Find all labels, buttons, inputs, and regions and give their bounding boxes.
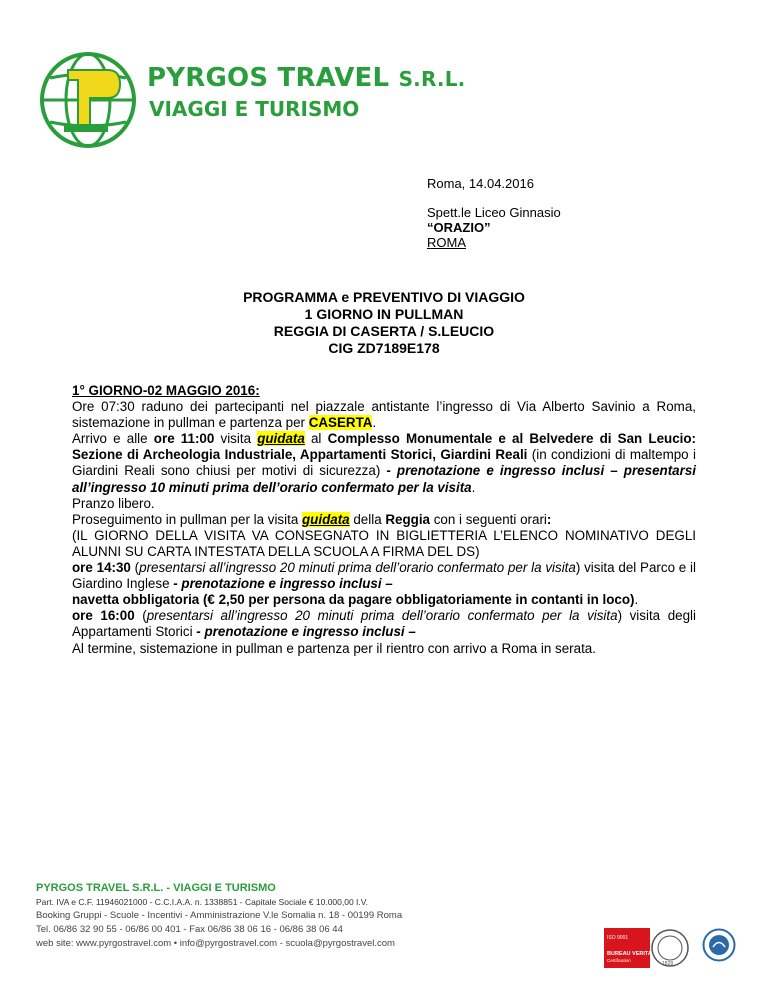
- bureau-veritas-logo-icon: [604, 928, 690, 968]
- footer-web: web site: www.pyrgostravel.com • info@pyrgostravel.com - scuola@pyrgostravel.com: [36, 938, 395, 949]
- paragraph-departure: Ore 07:30 raduno dei partecipanti nel piazzale antistante l’ingresso di Via Alberto Savinio a Roma, sistemazione in pullman e partenza per CASERTA.: [72, 399, 696, 431]
- globe-logo-icon: [38, 50, 138, 150]
- guided-highlight: guidata: [302, 511, 350, 527]
- guided-highlight: guidata: [257, 431, 305, 447]
- letter-date: Roma, 14.04.2016: [427, 176, 534, 191]
- title-line-1: PROGRAMMA e PREVENTIVO DI VIAGGIO: [243, 289, 525, 305]
- day-heading: 1° GIORNO-02 MAGGIO 2016:: [72, 383, 260, 398]
- accreditation-seal-icon: [702, 928, 736, 962]
- footer-address: Booking Gruppi - Scuole - Incentivi - Amministrazione V.le Somalia n. 18 - 00199 Roma: [36, 910, 403, 921]
- title-line-3: REGGIA DI CASERTA / S.LEUCIO: [273, 323, 495, 339]
- svg-text:1828: 1828: [662, 961, 674, 967]
- paragraph-notice: (IL GIORNO DELLA VISITA VA CONSEGNATO IN BIGLIETTERIA L’ELENCO NOMINATIVO DEGLI ALUNNI SU CARTA INTESTATA DELLA SCUOLA A FIRMA DEL DS): [72, 527, 696, 559]
- paragraph-lunch: Pranzo libero.: [72, 495, 155, 511]
- footer-phone: Tel. 06/86 32 90 55 - 06/86 00 401 - Fax 06/86 38 06 16 - 06/86 38 06 44: [36, 924, 343, 935]
- itinerary-body: [72, 383, 696, 657]
- svg-text:BUREAU VERITAS: BUREAU VERITAS: [607, 951, 656, 957]
- brand-subtitle: VIAGGI E TURISMO: [149, 97, 360, 121]
- paragraph-reggia: Proseguimento in pullman per la visita guidata della Reggia con i seguenti orari:: [72, 511, 552, 527]
- footer: [36, 881, 402, 951]
- paragraph-park-visit: ore 14:30 (presentarsi all’ingresso 20 minuti prima dell’orario confermato per la visita) visita del Parco e il Giardino Inglese - prenotazione e ingresso inclusi –: [72, 560, 696, 592]
- title-line-4: CIG ZD7189E178: [328, 340, 440, 356]
- recipient-line-1: Spett.le Liceo Ginnasio: [427, 205, 561, 220]
- paragraph-apartments-visit: ore 16:00 (presentarsi all’ingresso 20 minuti prima dell’orario confermato per la visita) visita degli Appartamenti Storici - prenotazione e ingresso inclusi –: [72, 608, 696, 640]
- document-title: [0, 289, 768, 357]
- paragraph-return: Al termine, sistemazione in pullman e partenza per il rientro con arrivo a Roma in serata.: [72, 640, 596, 656]
- recipient-line-2: “ORAZIO”: [427, 220, 491, 235]
- recipient-line-3: ROMA: [427, 235, 466, 250]
- paragraph-san-leucio: Arrivo e alle ore 11:00 visita guidata al Complesso Monumentale e al Belvedere di San Leucio: Sezione di Archeologia Industriale, Appartamenti Storici, Giardini Reali (in condizioni di maltempo i Giardini Reali sono chiusi per motivi di sicurezza) - prenotazione e ingresso inclusi – presentarsi all’ingresso 10 minuti prima dell’orario confermato per la visita.: [72, 431, 696, 495]
- footer-legal: Part. IVA e C.F. 11946021000 - C.C.I.A.A. n. 1338851 - Capitale Sociale € 10.000,00 I.V.: [36, 897, 369, 907]
- svg-text:ISO 9001: ISO 9001: [607, 935, 629, 941]
- paragraph-shuttle: navetta obbligatoria (€ 2,50 per persona da pagare obbligatoriamente in contanti in loco).: [72, 592, 639, 608]
- destination-highlight: CASERTA: [308, 415, 373, 431]
- brand-name: PYRGOS TRAVEL S.R.L.: [147, 63, 466, 93]
- footer-title: PYRGOS TRAVEL S.R.L. - VIAGGI E TURISMO: [36, 882, 276, 894]
- svg-text:Certification: Certification: [607, 958, 631, 963]
- title-line-2: 1 GIORNO IN PULLMAN: [304, 306, 464, 322]
